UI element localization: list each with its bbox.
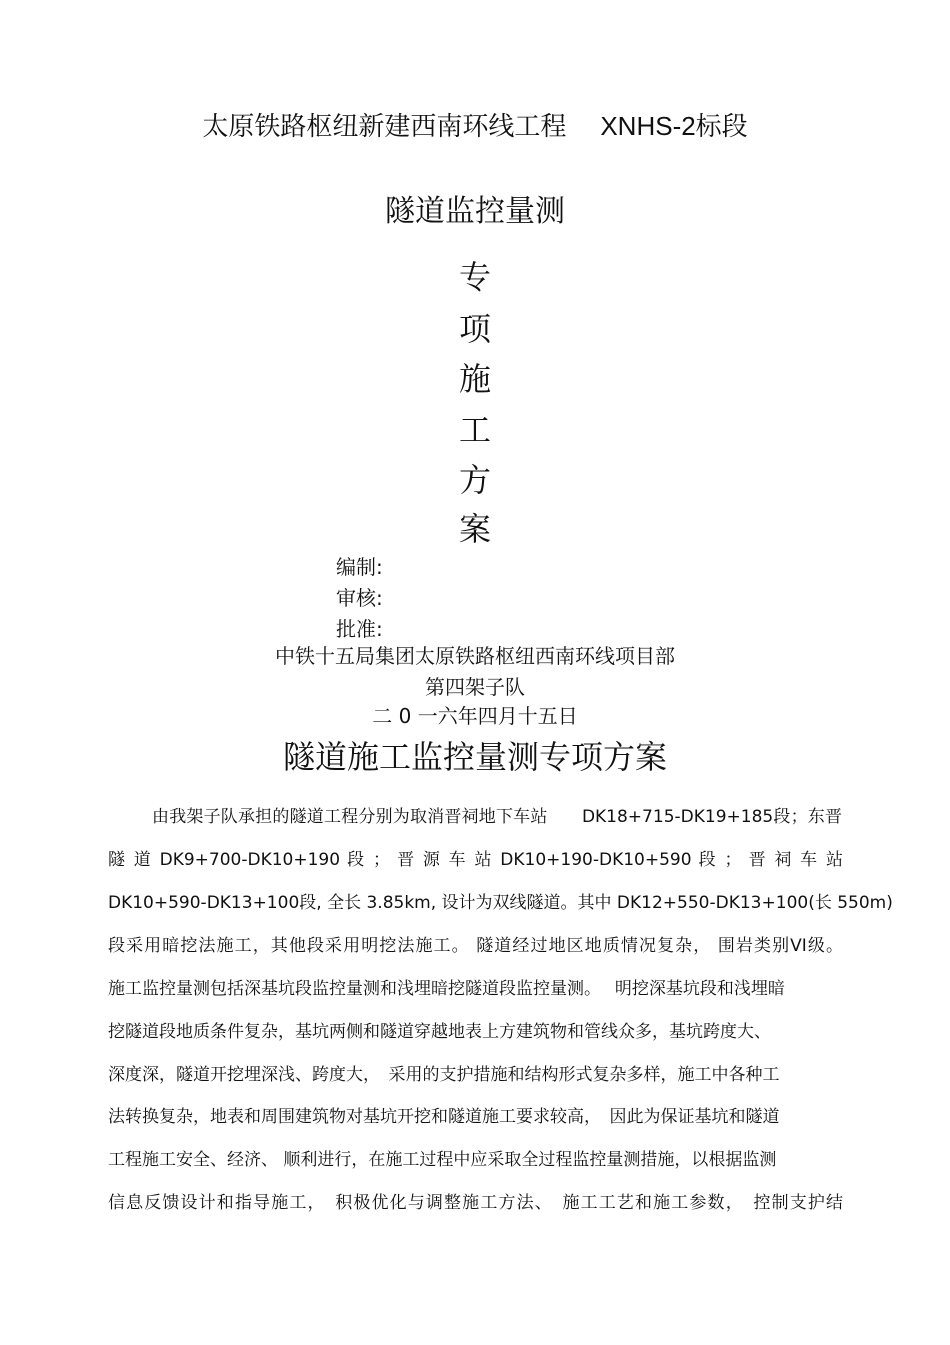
paragraph-line: 由我架子队承担的隧道工程分别为取消晋祠地下车站 DK18+715-DK19+185段；东晋 [152,807,842,827]
organization-name: 中铁十五局集团太原铁路枢纽西南环线项目部 [275,644,675,668]
vertical-title-char: 专 [458,258,491,296]
paragraph-line: 信息反馈设计和指导施工， 积极优化与调整施工方法、 施工工艺和施工参数， 控制支护结 [108,1193,843,1213]
paragraph-line: 法转换复杂，地表和周围建筑物对基坑开挖和隧道施工要求较高， 因此为保证基坑和隧道 [108,1107,780,1127]
vertical-title-char: 工 [458,411,491,449]
compiled-by-label: 编制: [336,555,383,579]
paragraph-line: 施工监控量测包括深基坑段监控量测和浅埋暗挖隧道段监控量测。 明挖深基坑段和浅埋暗 [108,979,785,999]
body-title: 隧道施工监控量测专项方案 [282,738,667,776]
paragraph-line: 挖隧道段地质条件复杂，基坑两侧和隧道穿越地表上方建筑物和管线众多，基坑跨度大、 [108,1022,771,1042]
paragraph-line: DK10+590-DK13+100段, 全长 3.85km, 设计为双线隧道。其中 DK12+550-DK13+100(长 550m) [108,893,893,913]
vertical-title-char: 项 [458,310,491,348]
paragraph-line: 深度深，隧道开挖埋深浅、跨度大， 采用的支护措施和结构形式复杂多样，施工中各种工 [108,1065,780,1085]
paragraph-line: 段采用暗挖法施工，其他段采用明挖法施工。 隧道经过地区地质情况复杂， 围岩类别VI级。 [108,936,843,956]
document-date: 二 0 一六年四月十五日 [372,704,578,728]
approved-by-label: 批准: [336,617,383,641]
project-name: 太原铁路枢纽新建西南环线工程 [202,112,567,142]
project-title [0,106,950,143]
document-subtitle: 隧道监控量测 [385,194,565,229]
paragraph-line: 工程施工安全、经济、 顺利进行，在施工过程中应采取全过程监控量测措施，以根据监测 [108,1150,777,1170]
vertical-title-char: 施 [458,360,491,398]
team-name: 第四架子队 [425,675,525,699]
vertical-title-char: 方 [458,461,491,499]
section-code: XNHS-2标段 [600,111,748,141]
paragraph-line: 隧 道 DK9+700-DK10+190 段 ； 晋 源 车 站 DK10+190-DK10+590 段 ； 晋 祠 车 站 [108,850,843,870]
vertical-title-char: 案 [458,510,491,548]
reviewed-by-label: 审核: [336,586,383,610]
